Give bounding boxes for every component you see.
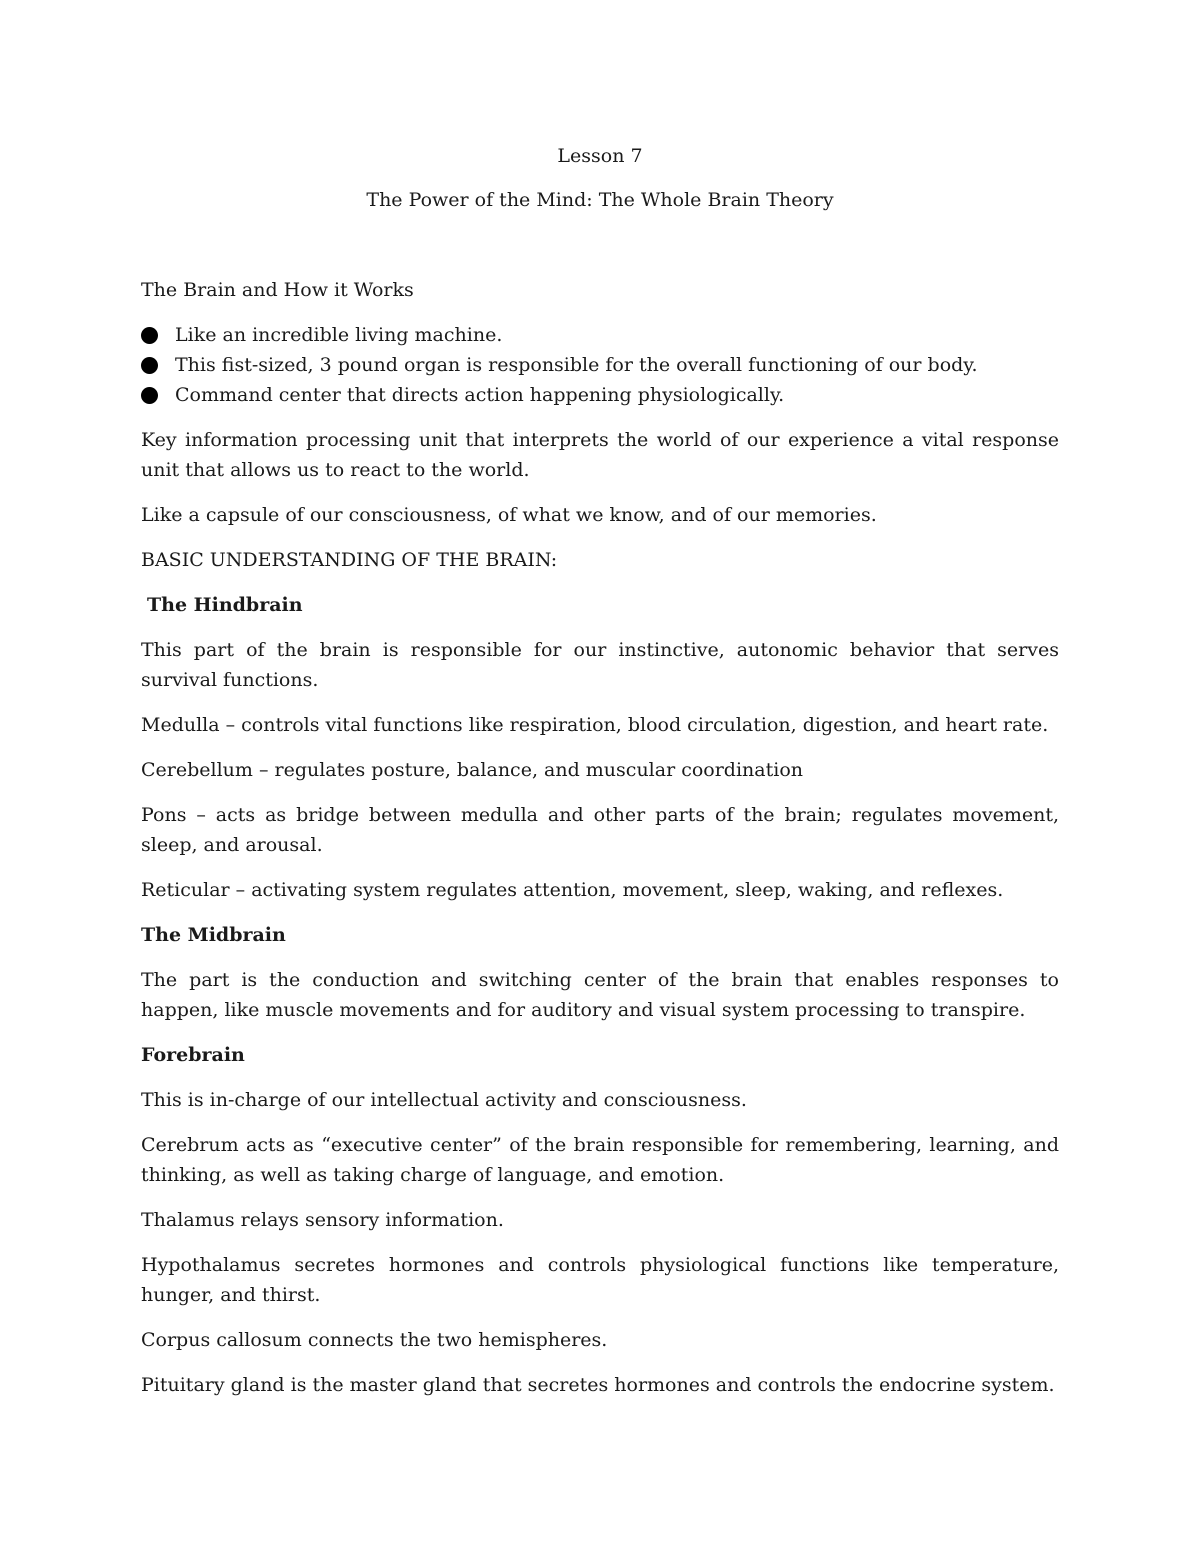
hindbrain-description: This part of the brain is responsible for our instinctive, autonomic behavior that serves survival functions.	[141, 639, 1059, 691]
forebrain-item: Pituitary gland is the master gland that secretes hormones and controls the endocrine system.	[141, 1374, 1055, 1396]
hindbrain-item: Pons – acts as bridge between medulla and other parts of the brain; regulates movement, sleep, and arousal.	[141, 804, 1059, 856]
lesson-title: The Power of the Mind: The Whole Brain Theory	[366, 189, 834, 211]
bullet-text: This fist-sized, 3 pound organ is responsible for the overall functioning of our body.	[175, 354, 978, 376]
hindbrain-heading: The Hindbrain	[147, 594, 303, 616]
intro-bullet-list	[141, 320, 1059, 410]
bullet-dot-icon	[141, 357, 158, 374]
bullet-item	[175, 350, 1059, 380]
forebrain-item: This is in-charge of our intellectual activity and consciousness.	[141, 1089, 747, 1111]
basic-understanding-label: BASIC UNDERSTANDING OF THE BRAIN:	[141, 549, 558, 571]
lesson-number: Lesson 7	[557, 145, 643, 167]
hindbrain-item: Medulla – controls vital functions like respiration, blood circulation, digestion, and heart rate.	[141, 714, 1049, 736]
forebrain-item: Hypothalamus secretes hormones and controls physiological functions like temperature, hunger, and thirst.	[141, 1254, 1059, 1306]
forebrain-item: Thalamus relays sensory information.	[141, 1209, 504, 1231]
bullet-item	[175, 320, 1059, 350]
intro-heading: The Brain and How it Works	[141, 279, 414, 301]
forebrain-item: Cerebrum acts as “executive center” of the brain responsible for remembering, learning, and thinking, as well as taking charge of language, and emotion.	[141, 1134, 1059, 1186]
forebrain-item: Corpus callosum connects the two hemispheres.	[141, 1329, 608, 1351]
bullet-text: Command center that directs action happening physiologically.	[175, 384, 785, 406]
bullet-text: Like an incredible living machine.	[175, 324, 503, 346]
hindbrain-item: Reticular – activating system regulates attention, movement, sleep, waking, and reflexes.	[141, 879, 1004, 901]
intro-paragraph: Like a capsule of our consciousness, of what we know, and of our memories.	[141, 504, 877, 526]
midbrain-description: The part is the conduction and switching center of the brain that enables responses to happen, like muscle movements and for auditory and visual system processing to transpire.	[141, 969, 1059, 1021]
hindbrain-item: Cerebellum – regulates posture, balance, and muscular coordination	[141, 759, 803, 781]
forebrain-heading: Forebrain	[141, 1044, 245, 1066]
intro-paragraph: Key information processing unit that interprets the world of our experience a vital response unit that allows us to react to the world.	[141, 429, 1059, 481]
bullet-dot-icon	[141, 327, 158, 344]
bullet-dot-icon	[141, 387, 158, 404]
bullet-item	[175, 380, 1059, 410]
midbrain-heading: The Midbrain	[141, 924, 286, 946]
document-body	[141, 141, 1059, 1415]
